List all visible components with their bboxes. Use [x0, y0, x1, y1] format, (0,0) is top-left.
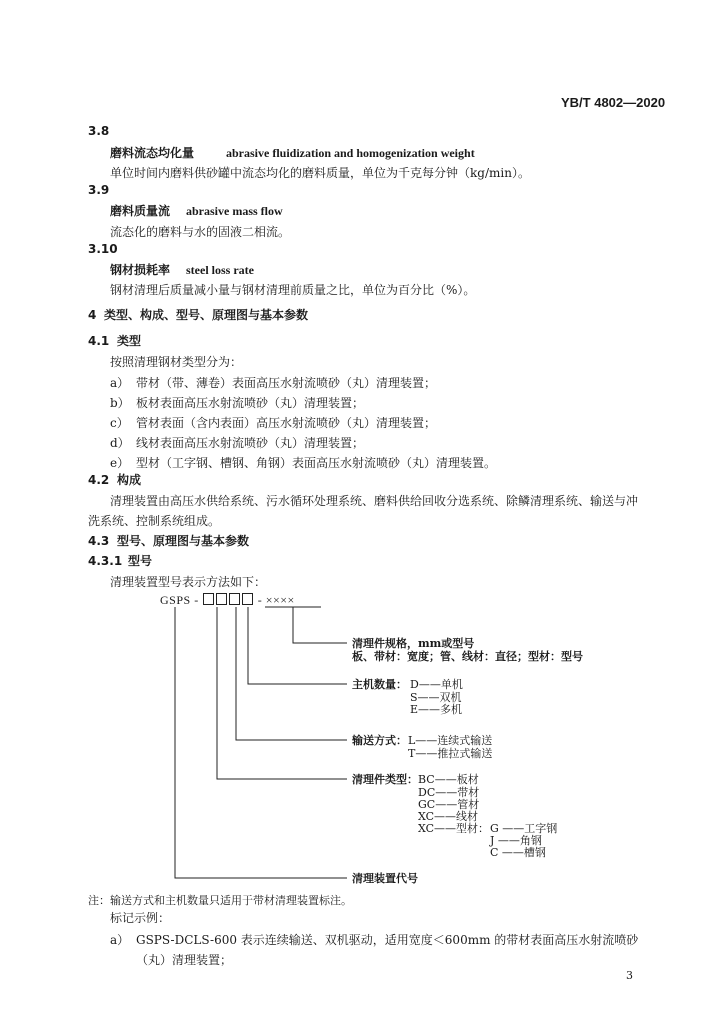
definition-3-8: 单位时间内磨料供砂罐中流态均化的磨料质量，单位为千克每分钟（kg/min）。	[110, 166, 530, 180]
section-number-4: 4	[88, 308, 97, 322]
list-mark: a）	[110, 376, 130, 390]
model-intro: 清理装置型号表示方法如下：	[110, 575, 267, 589]
list-item: 带材（带、薄卷）表面高压水射流喷砂（丸）清理装置；	[136, 376, 437, 390]
list-item: 板材表面高压水射流喷砂（丸）清理装置；	[136, 396, 365, 410]
section-number-4-1: 4.1	[88, 334, 110, 348]
part-type-option: GC——管材	[418, 798, 480, 811]
term-en-3-8: abrasive fluidization and homogenization weight	[226, 146, 475, 160]
model-dash: -	[194, 593, 199, 607]
example-title: 标记示例：	[110, 911, 171, 925]
spec-label: 清理件规格，mm或型号	[352, 637, 475, 650]
list-item: 线材表面高压水射流喷砂（丸）清理装置；	[136, 436, 365, 450]
model-box-4	[242, 593, 253, 605]
types-intro: 按照清理钢材类型分为：	[110, 355, 243, 369]
model-box-2	[216, 593, 227, 605]
section-number-3-8: 3.8	[88, 124, 110, 138]
definition-3-10: 钢材清理后质量减小量与钢材清理前质量之比，单位为百分比（%）。	[110, 283, 476, 297]
device-code-label: 清理装置代号	[352, 872, 418, 885]
list-mark: b）	[110, 396, 130, 410]
example-line-1: GSPS-DCLS-600 表示连续输送、双机驱动，适用宽度＜600mm 的带材表面高压水射流喷砂	[136, 933, 639, 947]
section-number-4-2: 4.2	[88, 473, 110, 487]
list-mark: d）	[110, 436, 130, 450]
model-box-1	[203, 593, 214, 605]
part-type-option: XC——型材：	[418, 822, 490, 835]
spec-leader	[293, 607, 347, 643]
model-spec-code: ××××	[265, 593, 295, 607]
main-count-leader	[248, 607, 347, 684]
convey-option: T——推拉式输送	[408, 747, 493, 760]
definition-3-9: 流态化的磨料与水的固液二相流。	[110, 225, 291, 239]
term-zh-3-9: 磨料质量流	[110, 204, 171, 218]
model-dash-2: -	[257, 593, 263, 607]
model-prefix: GSPS	[160, 593, 191, 607]
list-item: 型材（工字钢、槽钢、角钢）表面高压水射流喷砂（丸）清理装置。	[136, 456, 497, 470]
term-en-3-10: steel loss rate	[186, 263, 254, 277]
convey-leader	[236, 607, 347, 740]
section-number-4-3: 4.3	[88, 534, 110, 548]
main-count-option: E——多机	[410, 703, 463, 716]
term-zh-3-8: 磨料流态均化量	[110, 146, 195, 160]
section-number-4-3-1: 4.3.1	[88, 554, 123, 568]
composition-line-2: 洗系统、控制系统组成。	[88, 514, 221, 528]
section-title-4-3: 型号、原理图与基本参数	[117, 534, 250, 548]
main-count-option: D——单机	[410, 678, 463, 691]
main-count-option: S——双机	[410, 691, 462, 704]
model-box-3	[229, 593, 240, 605]
section-number-3-10: 3.10	[88, 242, 118, 256]
code-leader	[175, 607, 347, 878]
part-type-option: XC——线材	[418, 810, 479, 823]
term-en-3-9: abrasive mass flow	[186, 204, 283, 218]
example-mark: a）	[110, 933, 130, 947]
section-title-4-2: 构成	[117, 473, 142, 487]
model-string	[160, 592, 295, 608]
note: 注：输送方式和主机数量只适用于带材清理装置标注。	[88, 894, 352, 907]
part-type-option: BC——板材	[418, 773, 479, 786]
section-title-4: 类型、构成、型号、原理图与基本参数	[104, 308, 309, 322]
term-zh-3-10: 钢材损耗率	[110, 263, 171, 277]
list-mark: c）	[110, 416, 129, 430]
standard-number: YB/T 4802—2020	[561, 95, 666, 110]
part-type-option: DC——带材	[418, 786, 480, 799]
spec-detail: 板、带材：宽度；管、线材：直径；型材：型号	[352, 650, 583, 663]
profile-option: C ——槽钢	[490, 846, 546, 859]
section-title-4-3-1: 型号	[128, 554, 153, 568]
example-line-2: （丸）清理装置；	[136, 953, 233, 967]
part-type-label: 清理件类型：	[352, 773, 418, 786]
list-mark: e）	[110, 456, 130, 470]
list-item: 管材表面（含内表面）高压水射流喷砂（丸）清理装置；	[136, 416, 437, 430]
main-count-label: 主机数量：	[352, 678, 407, 691]
convey-label: 输送方式：	[352, 734, 407, 747]
convey-option: L——连续式输送	[408, 734, 493, 747]
section-number-3-9: 3.9	[88, 183, 110, 197]
composition-line-1: 清理装置由高压水供给系统、污水循环处理系统、磨料供给回收分选系统、除鳞清理系统、输送与冲	[110, 494, 639, 508]
page-number: 3	[626, 969, 633, 982]
profile-option: G ——工字钢	[490, 822, 558, 835]
section-title-4-1: 类型	[117, 334, 142, 348]
profile-option: J ——角钢	[490, 834, 542, 847]
